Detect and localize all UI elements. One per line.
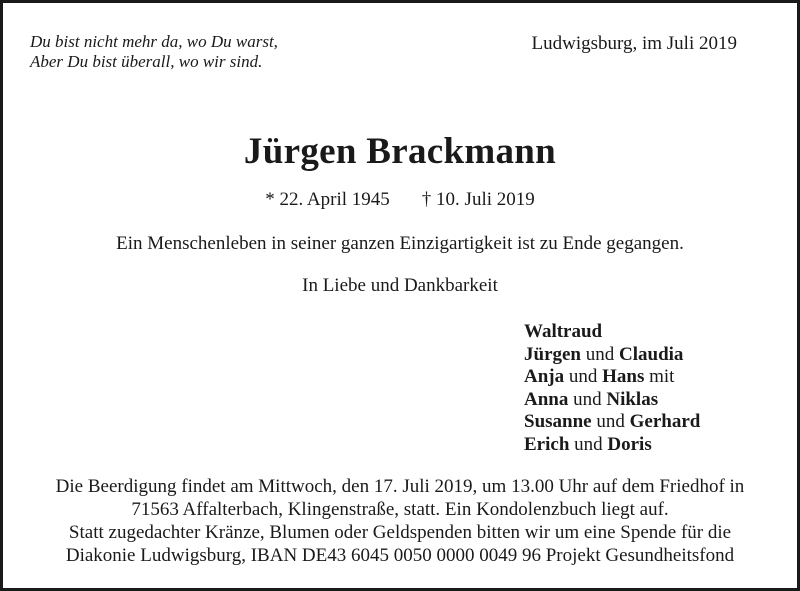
closing-phrase: In Liebe und Dankbarkeit bbox=[302, 275, 498, 296]
conjunction: und bbox=[591, 411, 630, 433]
mourner-line bbox=[524, 389, 700, 412]
place-date: Ludwigsburg, im Juli 2019 bbox=[531, 33, 737, 54]
notice-line: Statt zugedachter Kränze, Blumen oder Geldspenden bitten wir um eine Spende für die bbox=[68, 522, 732, 543]
suffix: mit bbox=[644, 366, 675, 388]
conjunction: und bbox=[581, 343, 619, 365]
epitaph: Ein Menschenleben in seiner ganzen Einzigartigkeit ist zu Ende gegangen. bbox=[116, 233, 684, 254]
death-date: † 10. Juli 2019 bbox=[421, 189, 535, 210]
conjunction: und bbox=[569, 433, 608, 455]
notice-line: 71563 Affalterbach, Klingenstraße, statt. Ein Kondolenzbuch liegt auf. bbox=[131, 499, 669, 520]
deceased-name: Jürgen Brackmann bbox=[243, 131, 557, 172]
motto-line: Du bist nicht mehr da, wo Du warst, bbox=[30, 32, 278, 51]
mourner-line bbox=[524, 344, 700, 367]
mourner-line bbox=[524, 366, 700, 389]
mourner-name: Anja bbox=[524, 366, 565, 388]
mourners-list bbox=[524, 321, 700, 457]
mourner-name: Jürgen bbox=[524, 343, 581, 365]
mourner-name: Susanne bbox=[524, 411, 592, 433]
mourner-line bbox=[524, 434, 700, 457]
mourner-name: Erich bbox=[524, 433, 570, 455]
motto-line: Aber Du bist überall, wo wir sind. bbox=[30, 52, 263, 71]
mourner-name: Gerhard bbox=[629, 411, 701, 433]
birth-date: * 22. April 1945 bbox=[265, 189, 390, 210]
mourner-name: Claudia bbox=[619, 343, 684, 365]
mourner-name: Doris bbox=[607, 433, 652, 455]
mourner-name: Anna bbox=[524, 388, 569, 410]
conjunction: und bbox=[564, 366, 603, 388]
mourner-name: Hans bbox=[602, 366, 645, 388]
mourner-name: Niklas bbox=[606, 388, 659, 410]
mourner-name: Waltraud bbox=[524, 321, 603, 342]
mourner-line bbox=[524, 321, 700, 344]
notice-line: Die Beerdigung findet am Mittwoch, den 17. Juli 2019, um 13.00 Uhr auf dem Friedhof in bbox=[55, 476, 745, 497]
conjunction: und bbox=[568, 388, 607, 410]
motto bbox=[30, 32, 278, 72]
life-dates bbox=[3, 189, 797, 211]
mourner-line bbox=[524, 411, 700, 434]
notice-line: Diakonie Ludwigsburg, IBAN DE43 6045 0050 0000 0049 96 Projekt Gesundheitsfond bbox=[65, 545, 735, 566]
funeral-notice bbox=[23, 475, 777, 567]
